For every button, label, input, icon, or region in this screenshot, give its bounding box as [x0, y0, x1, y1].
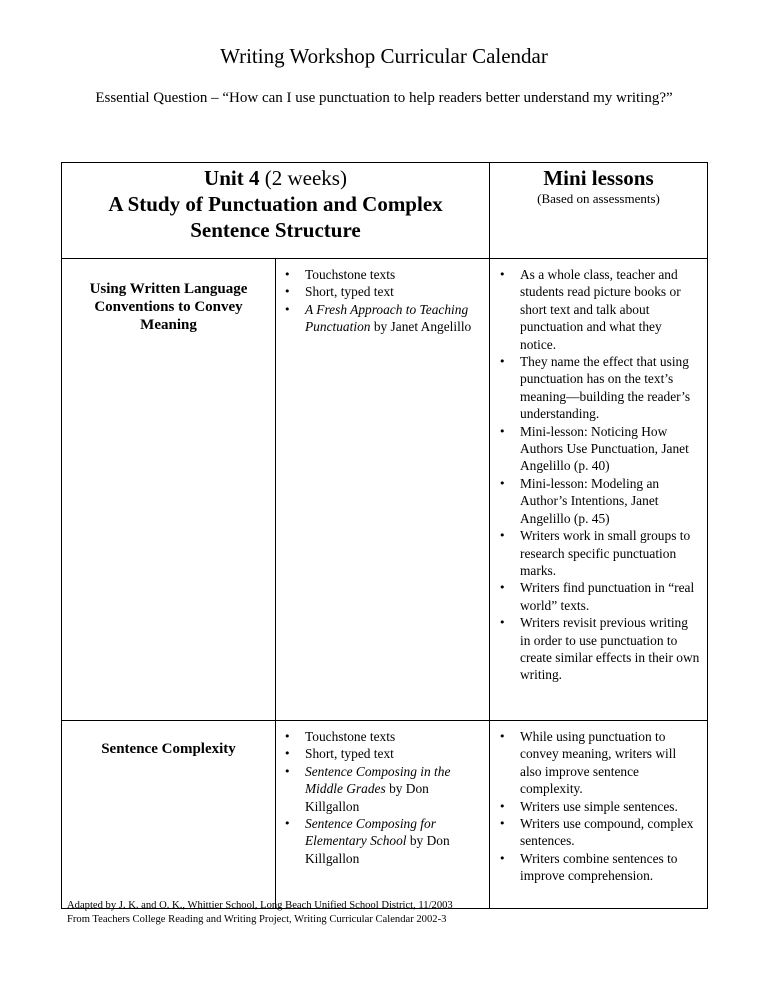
unit-subtitle: A Study of Punctuation and Complex Sentence Structure: [108, 192, 443, 242]
table-row: [62, 259, 708, 721]
book-title: A Fresh Approach to Teaching Punctuation: [305, 301, 469, 335]
list-item: • Sentence Composing for Elementary School by Don Killgallon: [276, 815, 483, 867]
document-title: Writing Workshop Curricular Calendar: [220, 44, 548, 68]
resources-list: [276, 266, 489, 336]
topic-cell: Sentence Complexity: [62, 721, 276, 909]
lessons-cell: [490, 721, 708, 909]
list-item: • Short, typed text: [276, 283, 483, 300]
lessons-list: [490, 266, 707, 684]
list-item: • Writers find punctuation in “real world” texts.: [490, 579, 701, 614]
list-item: • Touchstone texts: [276, 266, 483, 283]
list-item: • Touchstone texts: [276, 728, 483, 745]
list-item: • Writers revisit previous writing in order to use punctuation to create similar effects in their own writing.: [490, 614, 701, 684]
book-title: Sentence Composing for Elementary School: [305, 816, 436, 849]
unit-header-cell: [62, 163, 490, 259]
curricular-calendar-table: [61, 162, 708, 909]
list-item: • Mini-lesson: Noticing How Authors Use Punctuation, Janet Angelillo (p. 40): [490, 423, 701, 475]
lessons-cell: [490, 259, 708, 721]
list-item: • They name the effect that using punctuation has on the text’s meaning—building the reader’s understanding.: [490, 353, 701, 423]
list-item: • A Fresh Approach to Teaching Punctuation by Janet Angelillo: [276, 301, 483, 336]
unit-heading: [62, 165, 489, 191]
list-item: • Mini-lesson: Modeling an Author’s Intentions, Janet Angelillo (p. 45): [490, 475, 701, 527]
list-item: • Writers work in small groups to research specific punctuation marks.: [490, 527, 701, 579]
mini-lessons-title: Mini lessons: [543, 166, 654, 190]
attribution-footer: [67, 899, 727, 926]
attribution-line: Adapted by J. K. and O. K., Whittier School, Long Beach Unified School District, 11/2003: [67, 900, 453, 911]
source-line: From Teachers College Reading and Writing Project, Writing Curricular Calendar 2002-3: [67, 913, 447, 925]
resources-cell: [276, 259, 490, 721]
list-item: • Sentence Composing in the Middle Grades by Don Killgallon: [276, 763, 483, 815]
topic-cell: Using Written Language Conventions to Convey Meaning: [62, 259, 276, 721]
list-item: • Writers use simple sentences.: [490, 798, 701, 815]
mini-lessons-subtitle: (Based on assessments): [537, 191, 660, 206]
list-item: • As a whole class, teacher and students read picture books or short text and talk about punctuation and what they notice.: [490, 266, 701, 353]
unit-duration: (2 weeks): [259, 166, 347, 190]
list-item: • Writers use compound, complex sentences.: [490, 815, 701, 850]
table-row: [62, 721, 708, 909]
list-item: • Writers combine sentences to improve comprehension.: [490, 850, 701, 885]
unit-number: Unit 4: [204, 166, 260, 190]
book-title: Sentence Composing in the Middle Grades: [305, 763, 451, 797]
table-header-row: [62, 163, 708, 259]
resources-cell: [276, 721, 490, 909]
list-item: • Short, typed text: [276, 745, 483, 762]
mini-lessons-header-cell: [490, 163, 708, 259]
list-item: • While using punctuation to convey meaning, writers will also improve sentence complexity.: [490, 728, 701, 798]
resources-list: [276, 728, 489, 867]
essential-question: Essential Question – “How can I use punctuation to help readers better understand my writing?”: [95, 90, 673, 106]
lessons-list: [490, 728, 707, 885]
